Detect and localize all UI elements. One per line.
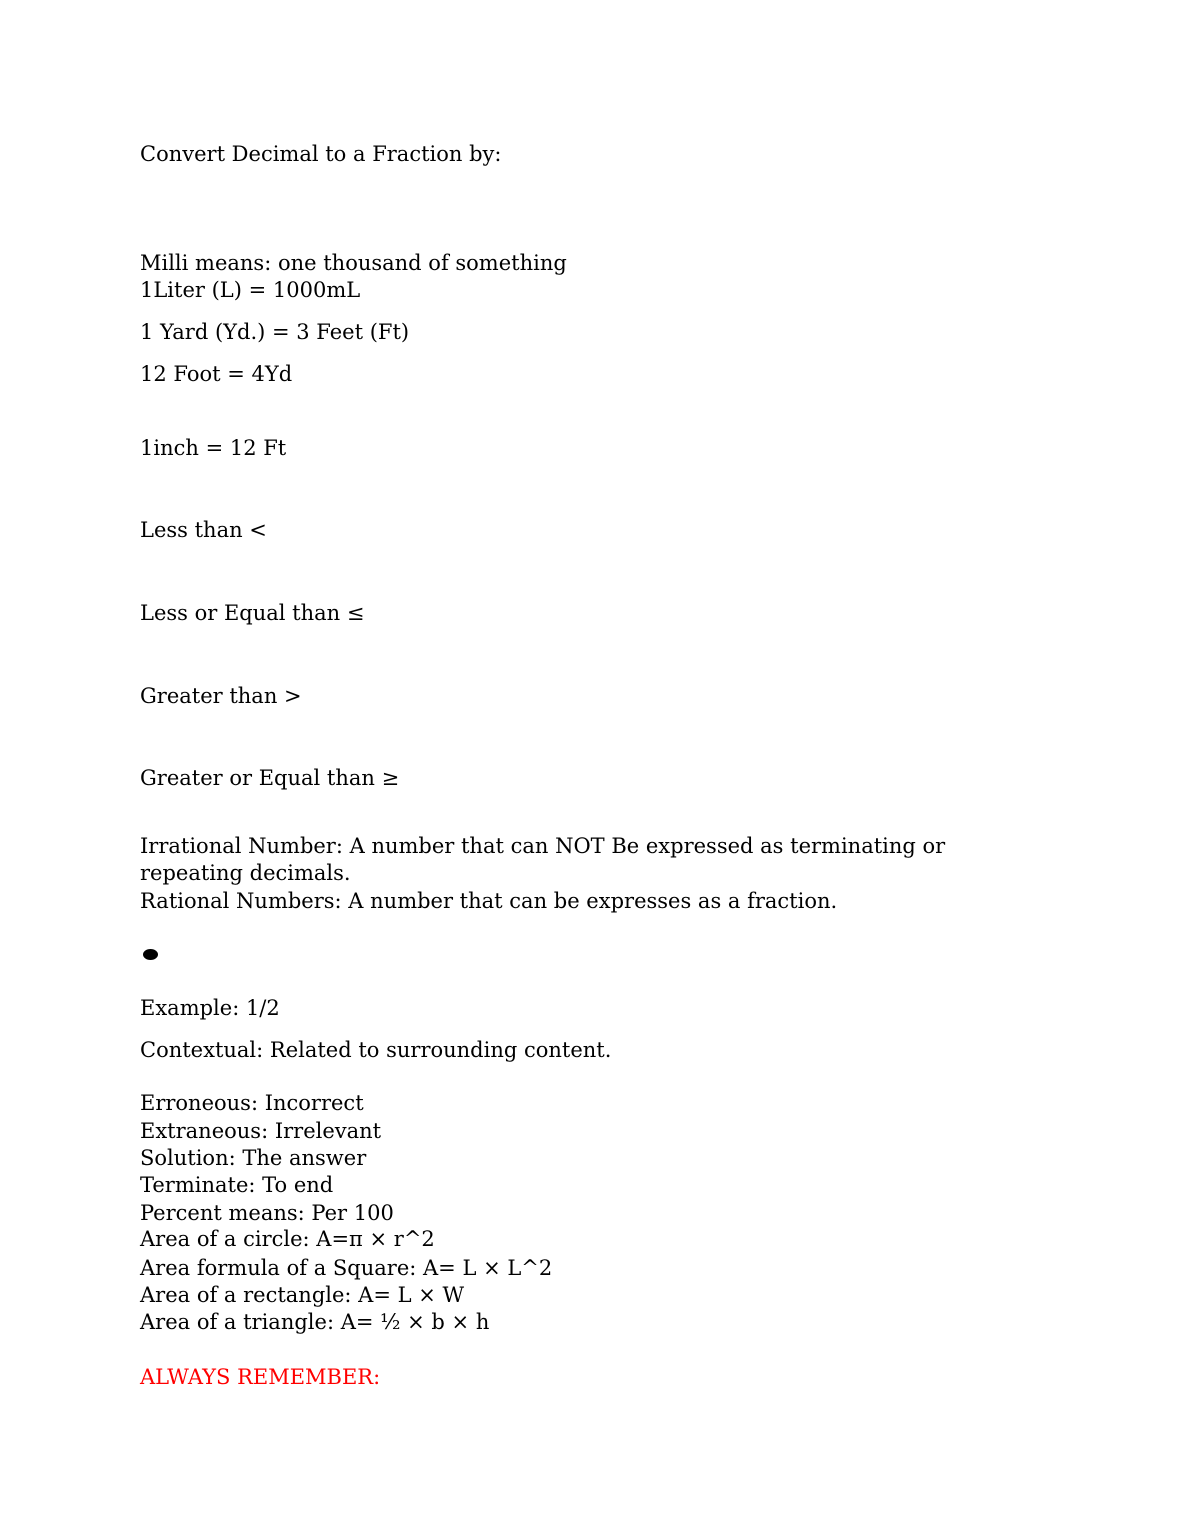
area-triangle-formula: Area of a triangle: A= ½ × b × h <box>140 1310 490 1334</box>
terminate-definition: Terminate: To end <box>140 1173 334 1197</box>
area-circle-formula: Area of a circle: A=π × r^2 <box>140 1227 435 1251</box>
inch-conversion: 1inch = 12 Ft <box>140 436 287 460</box>
always-remember-heading: ALWAYS REMEMBER: <box>140 1365 381 1389</box>
greater-equal-symbol: Greater or Equal than ≥ <box>140 766 400 790</box>
contextual-definition: Contextual: Related to surrounding content. <box>140 1038 612 1062</box>
area-rectangle-formula: Area of a rectangle: A= L × W <box>140 1283 465 1307</box>
less-equal-symbol: Less or Equal than ≤ <box>140 601 365 625</box>
percent-definition: Percent means: Per 100 <box>140 1201 394 1225</box>
area-square-formula: Area formula of a Square: A= L × L^2 <box>140 1256 553 1280</box>
greater-than-symbol: Greater than > <box>140 684 302 708</box>
irrational-number-definition: Irrational Number: A number that can NOT Be expressed as terminating or repeating decimals. <box>140 834 946 885</box>
yard-conversion: 1 Yard (Yd.) = 3 Feet (Ft) <box>140 320 410 344</box>
example-line: Example: 1/2 <box>140 996 280 1020</box>
bullet-icon <box>143 949 158 960</box>
erroneous-definition: Erroneous: Incorrect <box>140 1091 364 1115</box>
liter-conversion: 1Liter (L) = 1000mL <box>140 278 361 302</box>
extraneous-definition: Extraneous: Irrelevant <box>140 1119 382 1143</box>
less-than-symbol: Less than < <box>140 518 267 542</box>
rational-number-definition: Rational Numbers: A number that can be expresses as a fraction. <box>140 889 838 913</box>
foot-conversion: 12 Foot = 4Yd <box>140 362 293 386</box>
solution-definition: Solution: The answer <box>140 1146 367 1170</box>
milli-definition: Milli means: one thousand of something <box>140 251 567 275</box>
convert-decimal-heading: Convert Decimal to a Fraction by: <box>140 142 502 166</box>
